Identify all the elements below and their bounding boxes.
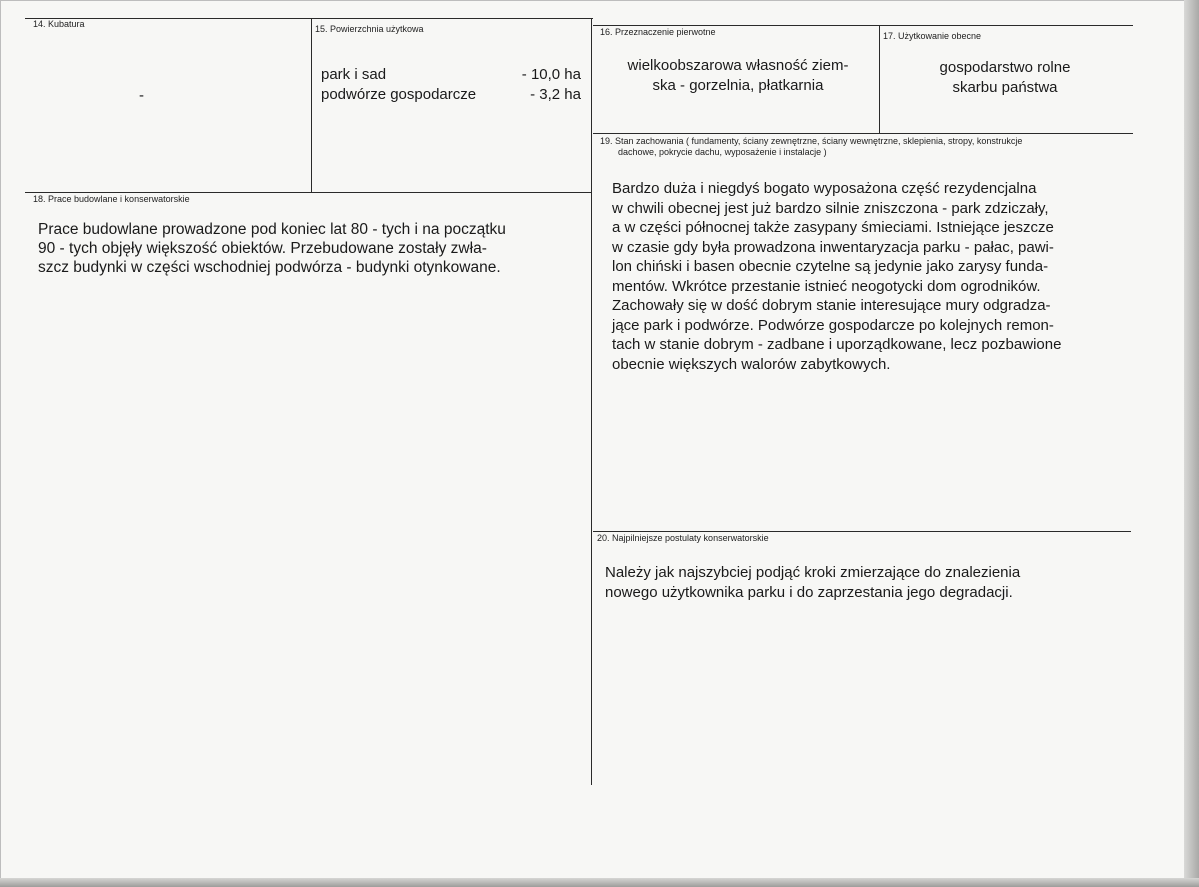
text-line: 90 - tych objęły większość obiektów. Przebudowane zostały zwła-: [38, 240, 487, 257]
text-line: skarbu państwa: [952, 78, 1058, 96]
area-row: [321, 65, 581, 85]
grid-line-top-right: [593, 25, 1133, 26]
grid-line-18-top: [25, 192, 592, 193]
field-18-label: 18. Prace budowlane i konserwatorskie: [33, 194, 190, 204]
text-line: nowego użytkownika parku i do zaprzestania jego degradacji.: [605, 583, 1013, 601]
text-line: tach w stanie dobrym - zadbane i uporządkowane, lecz pozbawione: [612, 336, 1062, 353]
text-line: gospodarstwo rolne: [939, 59, 1071, 76]
grid-line-top-left: [25, 18, 593, 19]
field-20-value: [605, 563, 1125, 602]
text-line: mentów. Wkrótce przestanie istnieć neogotycki dom ogrodników.: [612, 277, 1041, 295]
text-line: Prace budowlane prowadzone pod koniec lat 80 - tych i na początku: [38, 221, 506, 238]
field-14-label: 14. Kubatura: [33, 19, 85, 29]
grid-line-v-center: [591, 18, 592, 785]
text-line: jące park i podwórze. Podwórze gospodarcze po kolejnych remon-: [612, 316, 1054, 334]
area-name: park i sad: [321, 66, 387, 83]
text-line: ska - gorzelnia, płatkarnia: [652, 76, 824, 94]
text-line: wielkoobszarowa własność ziem-: [627, 57, 849, 74]
grid-line-v-14-15: [311, 18, 312, 193]
text-line: a w części północnej także zasypany śmieciami. Istniejące jeszcze: [612, 219, 1054, 236]
field-19-label: [600, 136, 1022, 158]
text-line: Zachowały się w dość dobrym stanie interesujące mury odgradza-: [612, 297, 1051, 314]
area-value: - 10,0 ha: [521, 66, 581, 83]
label-line: dachowe, pokrycie dachu, wyposażenie i instalacje ): [618, 147, 827, 157]
text-line: Bardzo duża i niegdyś bogato wyposażona część rezydencjalna: [612, 180, 1037, 197]
label-line: 19. Stan zachowania ( fundamenty, ściany zewnętrzne, ściany wewnętrzne, sklepienia, stropy, konstrukcje: [600, 136, 1023, 146]
card-edge-shadow-bottom: [0, 878, 1199, 887]
grid-line-20-top: [593, 531, 1131, 532]
area-value: - 3,2 ha: [530, 85, 581, 103]
text-line: lon chiński i basen obecnie czytelne są jedynie jako zarysy funda-: [612, 258, 1049, 275]
text-line: w chwili obecnej jest już bardzo silnie zniszczona - park zdziczały,: [612, 199, 1049, 217]
field-20-label: 20. Najpilniejsze postulaty konserwatorskie: [597, 533, 769, 543]
grid-line-19-top: [593, 133, 1133, 134]
field-15-area-table: [321, 65, 581, 104]
field-15-label: 15. Powierzchnia użytkowa: [315, 24, 424, 34]
text-line: w czasie gdy była prowadzona inwentaryzacja parku - pałac, pawi-: [612, 238, 1054, 256]
field-16-value: [598, 56, 878, 95]
card-edge-shadow: [1184, 0, 1199, 887]
area-row: [321, 85, 581, 105]
field-19-value: [612, 179, 1132, 374]
field-17-label: 17. Użytkowanie obecne: [883, 31, 982, 41]
field-16-label: 16. Przeznaczenie pierwotne: [600, 27, 716, 37]
field-14-value: -: [139, 87, 144, 104]
text-line: Należy jak najszybciej podjąć kroki zmierzające do znalezienia: [605, 564, 1021, 581]
field-18-value: [38, 220, 588, 277]
text-line: szcz budynki w części wschodniej podwórza - budynki otynkowane.: [38, 259, 501, 276]
text-line: obecnie większych walorów zabytkowych.: [612, 355, 891, 373]
area-name: podwórze gospodarcze: [321, 85, 477, 103]
field-17-value: [880, 58, 1130, 97]
